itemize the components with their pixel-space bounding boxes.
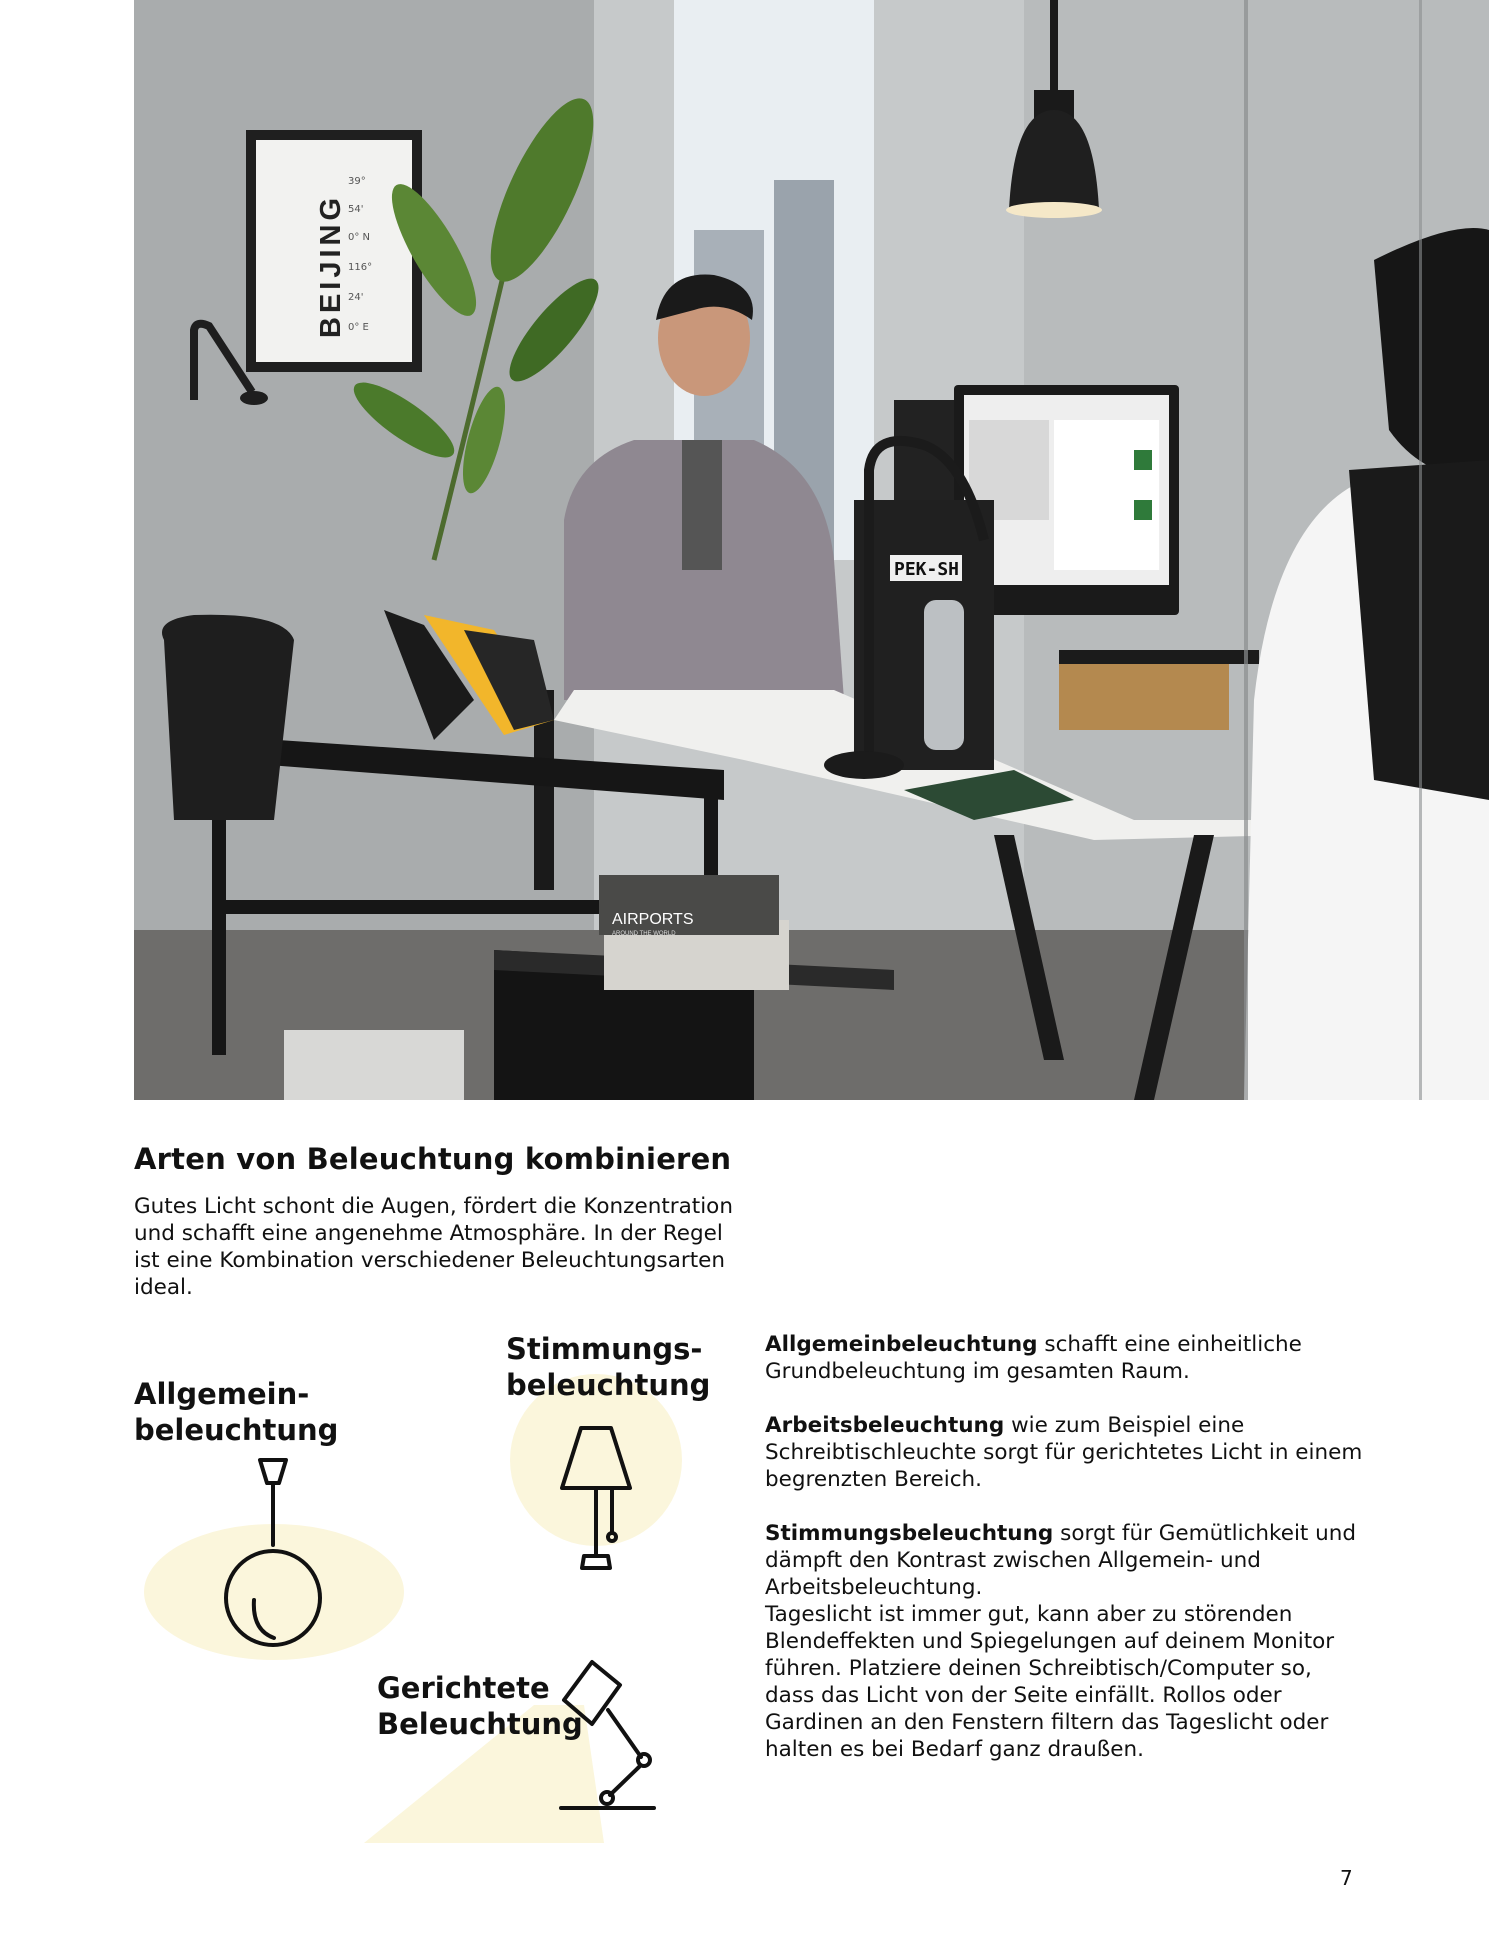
poster-city: BEIJING (315, 193, 347, 338)
lighting-explanations (765, 1331, 1365, 1763)
svg-text:0° N: 0° N (348, 232, 371, 243)
svg-text:24': 24' (348, 292, 364, 303)
label-general-lighting: Allgemein- beleuchtung (134, 1377, 339, 1447)
general-lighting-paragraph: Allgemeinbeleuchtung schafft eine einheitliche Grundbeleuchtung im gesamten Raum. (765, 1332, 1302, 1384)
svg-text:54': 54' (348, 204, 364, 215)
svg-text:116°: 116° (348, 262, 373, 273)
svg-text:39°: 39° (348, 176, 366, 187)
page-number: 7 (1340, 1866, 1353, 1890)
mood-lighting-paragraph: Stimmungsbeleuchtung sorgt für Gemütlichkeit und dämpft den Kontrast zwischen Allgemein- und Arbeitsbeleuchtung. (765, 1521, 1357, 1600)
label-mood-lighting: Stimmungs- beleuchtung (506, 1332, 711, 1402)
label-directed-lighting: Gerichtete Beleuchtung (377, 1671, 583, 1741)
task-lighting-paragraph: Arbeitsbeleuchtung wie zum Beispiel eine Schreibtischleuchte sorgt für gerichtetes Licht in einem begrenzten Bereich. (765, 1413, 1363, 1492)
intro-paragraph: Gutes Licht schont die Augen, fördert die Konzentration und schafft eine angenehme Atmosphäre. In der Regel ist eine Kombination verschiedener Beleuchtungsarten ideal. (134, 1194, 733, 1300)
book-title: AIRPORTS (612, 911, 694, 928)
desk-sign: PEK-SH (894, 559, 960, 580)
svg-text:0° E: 0° E (348, 322, 369, 333)
book-subtitle: AROUND THE WORLD (612, 931, 676, 937)
airports-book (599, 875, 789, 990)
daylight-paragraph: Tageslicht ist immer gut, kann aber zu störenden Blendeffekten und Spiegelungen auf deinem Monitor führen. Platziere deinen Schreibtisch/Computer so, dass das Licht von der Seite einfällt. Rollos oder Gardinen an den Fenstern filtern das Tageslicht oder halten es bei Bedarf ganz draußen. (765, 1602, 1335, 1762)
section-title: Arten von Beleuchtung kombinieren (134, 1142, 732, 1176)
beijing-poster (246, 130, 422, 372)
office-photo (134, 0, 1489, 1100)
lighting-types-illustration (134, 1320, 774, 1850)
